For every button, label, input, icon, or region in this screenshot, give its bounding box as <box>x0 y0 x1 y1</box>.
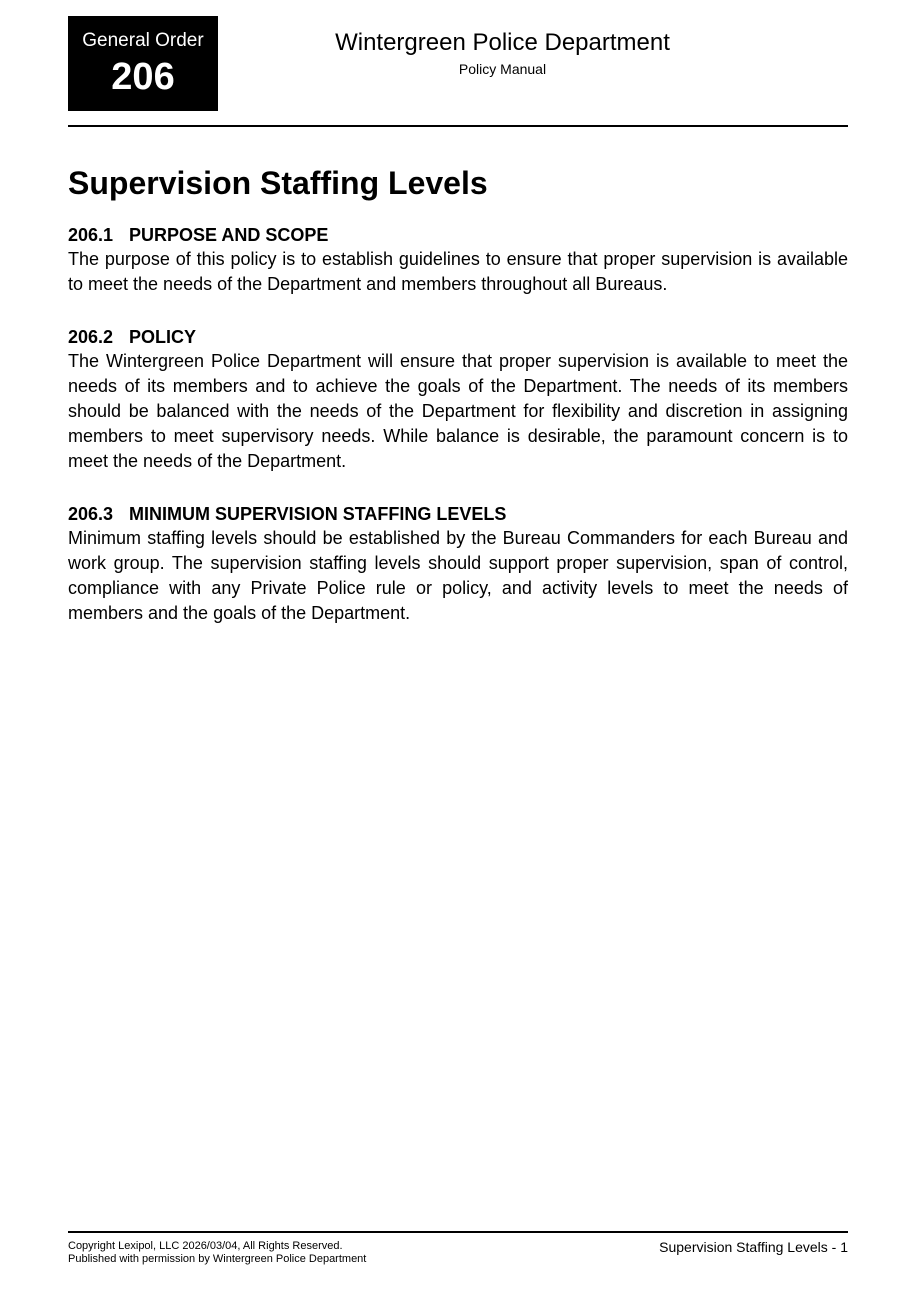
section-body: Minimum staffing levels should be established by the Bureau Commanders for each Bureau and work group. The supervision staffing levels should support proper supervision, span of control, compliance with any Private Police rule or policy, and activity levels to meet the needs of members and the goals of the Department. <box>68 528 848 623</box>
section-number: 206.2 <box>68 327 114 347</box>
section-heading <box>68 503 848 525</box>
general-order-label: General Order <box>82 30 204 51</box>
section-purpose-and-scope <box>68 224 848 297</box>
section-body: The Wintergreen Police Department will ensure that proper supervision is available to meet the needs of its members and to achieve the goals of the Department. The needs of its members should be balanced with the needs of the Department for flexibility and discretion in assigning members to meet supervisory needs. While balance is desirable, the paramount concern is to meet the needs of the Department. <box>68 351 848 471</box>
department-title: Wintergreen Police Department <box>335 29 670 56</box>
footer-copyright-block <box>68 1240 366 1266</box>
manual-subtitle: Policy Manual <box>458 61 547 77</box>
section-minimum-supervision-staffing-levels <box>68 503 848 626</box>
section-policy <box>68 326 848 474</box>
section-number: 206.1 <box>68 225 114 245</box>
header-divider <box>68 125 848 127</box>
general-order-badge <box>68 16 218 111</box>
section-title: PURPOSE AND SCOPE <box>129 225 329 245</box>
footer-permission: Published with permission by Wintergreen Police Department <box>68 1253 367 1265</box>
section-body: The purpose of this policy is to establish guidelines to ensure that proper supervision is available to meet the needs of the Department and members throughout all Bureaus. <box>68 249 848 294</box>
page-title: Supervision Staffing Levels <box>68 165 488 201</box>
general-order-number: 206 <box>111 56 175 98</box>
footer-page-label: Supervision Staffing Levels - 1 <box>659 1239 848 1255</box>
section-title: POLICY <box>129 327 197 347</box>
section-title: MINIMUM SUPERVISION STAFFING LEVELS <box>129 504 507 524</box>
section-heading <box>68 326 848 348</box>
footer-copyright: Copyright Lexipol, LLC 2026/03/04, All Rights Reserved. <box>68 1240 343 1252</box>
section-heading <box>68 224 848 246</box>
footer-divider <box>68 1231 848 1233</box>
section-number: 206.3 <box>68 504 114 524</box>
